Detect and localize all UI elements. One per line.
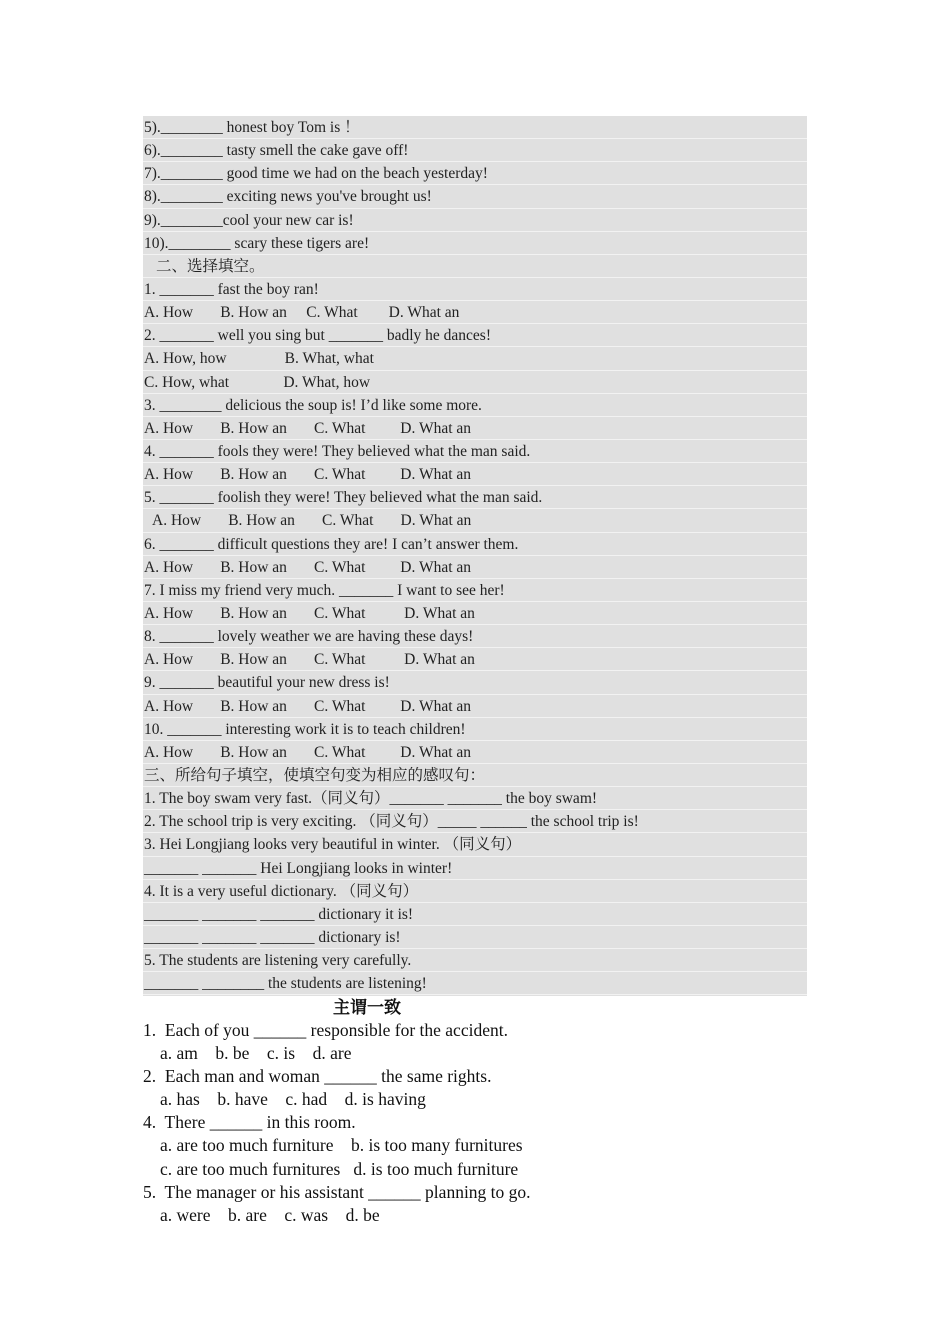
question-line: 4. There ______ in this room. bbox=[143, 1112, 356, 1133]
rewrite-line: 5. The students are listening very carefully. bbox=[143, 949, 807, 972]
rewrite-line: 4. It is a very useful dictionary. （同义句） bbox=[143, 880, 807, 903]
options-line: A. How B. How an C. What D. What an bbox=[143, 695, 807, 718]
question-line: 3. ________ delicious the soup is! I’d like some more. bbox=[143, 394, 807, 417]
rewrite-line: 3. Hei Longjiang looks very beautiful in winter. （同义句） bbox=[143, 833, 807, 856]
exclamation-exercise-block bbox=[143, 116, 807, 996]
rewrite-line: _______ _______ _______ dictionary it is! bbox=[143, 903, 807, 926]
rewrite-line: _______ ________ the students are listening! bbox=[143, 972, 807, 995]
options-line: a. has b. have c. had d. is having bbox=[160, 1089, 426, 1110]
options-line: C. How, what D. What, how bbox=[143, 371, 807, 394]
question-line: 1. _______ fast the boy ran! bbox=[143, 278, 807, 301]
question-line: 9. _______ beautiful your new dress is! bbox=[143, 671, 807, 694]
options-line: a. were b. are c. was d. be bbox=[160, 1204, 380, 1225]
options-line: A. How B. How an C. What D. What an bbox=[143, 741, 807, 764]
options-line: A. How B. How an C. What D. What an bbox=[143, 509, 807, 532]
exercise-line: 10).________ scary these tigers are! bbox=[143, 232, 807, 255]
rewrite-line: _______ _______ _______ dictionary is! bbox=[143, 926, 807, 949]
options-line: A. How B. How an C. What D. What an bbox=[143, 556, 807, 579]
question-line: 5. The manager or his assistant ______ planning to go. bbox=[143, 1181, 531, 1202]
options-line: c. are too much furnitures d. is too much furniture bbox=[160, 1158, 519, 1179]
rewrite-line: 2. The school trip is very exciting. （同义句）_____ ______ the school trip is! bbox=[143, 810, 807, 833]
question-line: 2. _______ well you sing but _______ badly he dances! bbox=[143, 324, 807, 347]
options-line: A. How B. How an C. What D. What an bbox=[143, 301, 807, 324]
agreement-exercise-block bbox=[143, 1019, 807, 1227]
question-line: 5. _______ foolish they were! They believed what the man said. bbox=[143, 486, 807, 509]
options-line: a. are too much furniture b. is too many furnitures bbox=[160, 1135, 523, 1156]
question-line: 7. I miss my friend very much. _______ I want to see her! bbox=[143, 579, 807, 602]
question-line: 2. Each man and woman ______ the same rights. bbox=[143, 1066, 492, 1087]
options-line: A. How B. How an C. What D. What an bbox=[143, 602, 807, 625]
options-line: A. How, how B. What, what bbox=[143, 347, 807, 370]
question-line: 1. Each of you ______ responsible for the accident. bbox=[143, 1020, 508, 1040]
rewrite-line: 1. The boy swam very fast.（同义句）_______ _______ the boy swam! bbox=[143, 787, 807, 810]
question-line: 6. _______ difficult questions they are! I can’t answer them. bbox=[143, 533, 807, 556]
question-line: 8. _______ lovely weather we are having these days! bbox=[143, 625, 807, 648]
options-line: A. How B. How an C. What D. What an bbox=[143, 417, 807, 440]
exercise-line: 6).________ tasty smell the cake gave off! bbox=[143, 139, 807, 162]
agreement-section-title: 主谓一致 bbox=[333, 998, 401, 1018]
exercise-line: 8).________ exciting news you've brought us! bbox=[143, 185, 807, 208]
part2-title: 二、选择填空。 bbox=[143, 255, 807, 278]
question-line: 4. _______ fools they were! They believed what the man said. bbox=[143, 440, 807, 463]
part3-title: 三、所给句子填空，使填空句变为相应的感叹句： bbox=[143, 764, 807, 787]
options-line: A. How B. How an C. What D. What an bbox=[143, 648, 807, 671]
question-line: 10. _______ interesting work it is to teach children! bbox=[143, 718, 807, 741]
exercise-line: 7).________ good time we had on the beach yesterday! bbox=[143, 162, 807, 185]
options-line: a. am b. be c. is d. are bbox=[160, 1043, 352, 1064]
exercise-line: 9).________cool your new car is! bbox=[143, 209, 807, 232]
exercise-line: 5).________ honest boy Tom is ！ bbox=[143, 116, 807, 139]
options-line: A. How B. How an C. What D. What an bbox=[143, 463, 807, 486]
rewrite-line: _______ _______ Hei Longjiang looks in winter! bbox=[143, 857, 807, 880]
